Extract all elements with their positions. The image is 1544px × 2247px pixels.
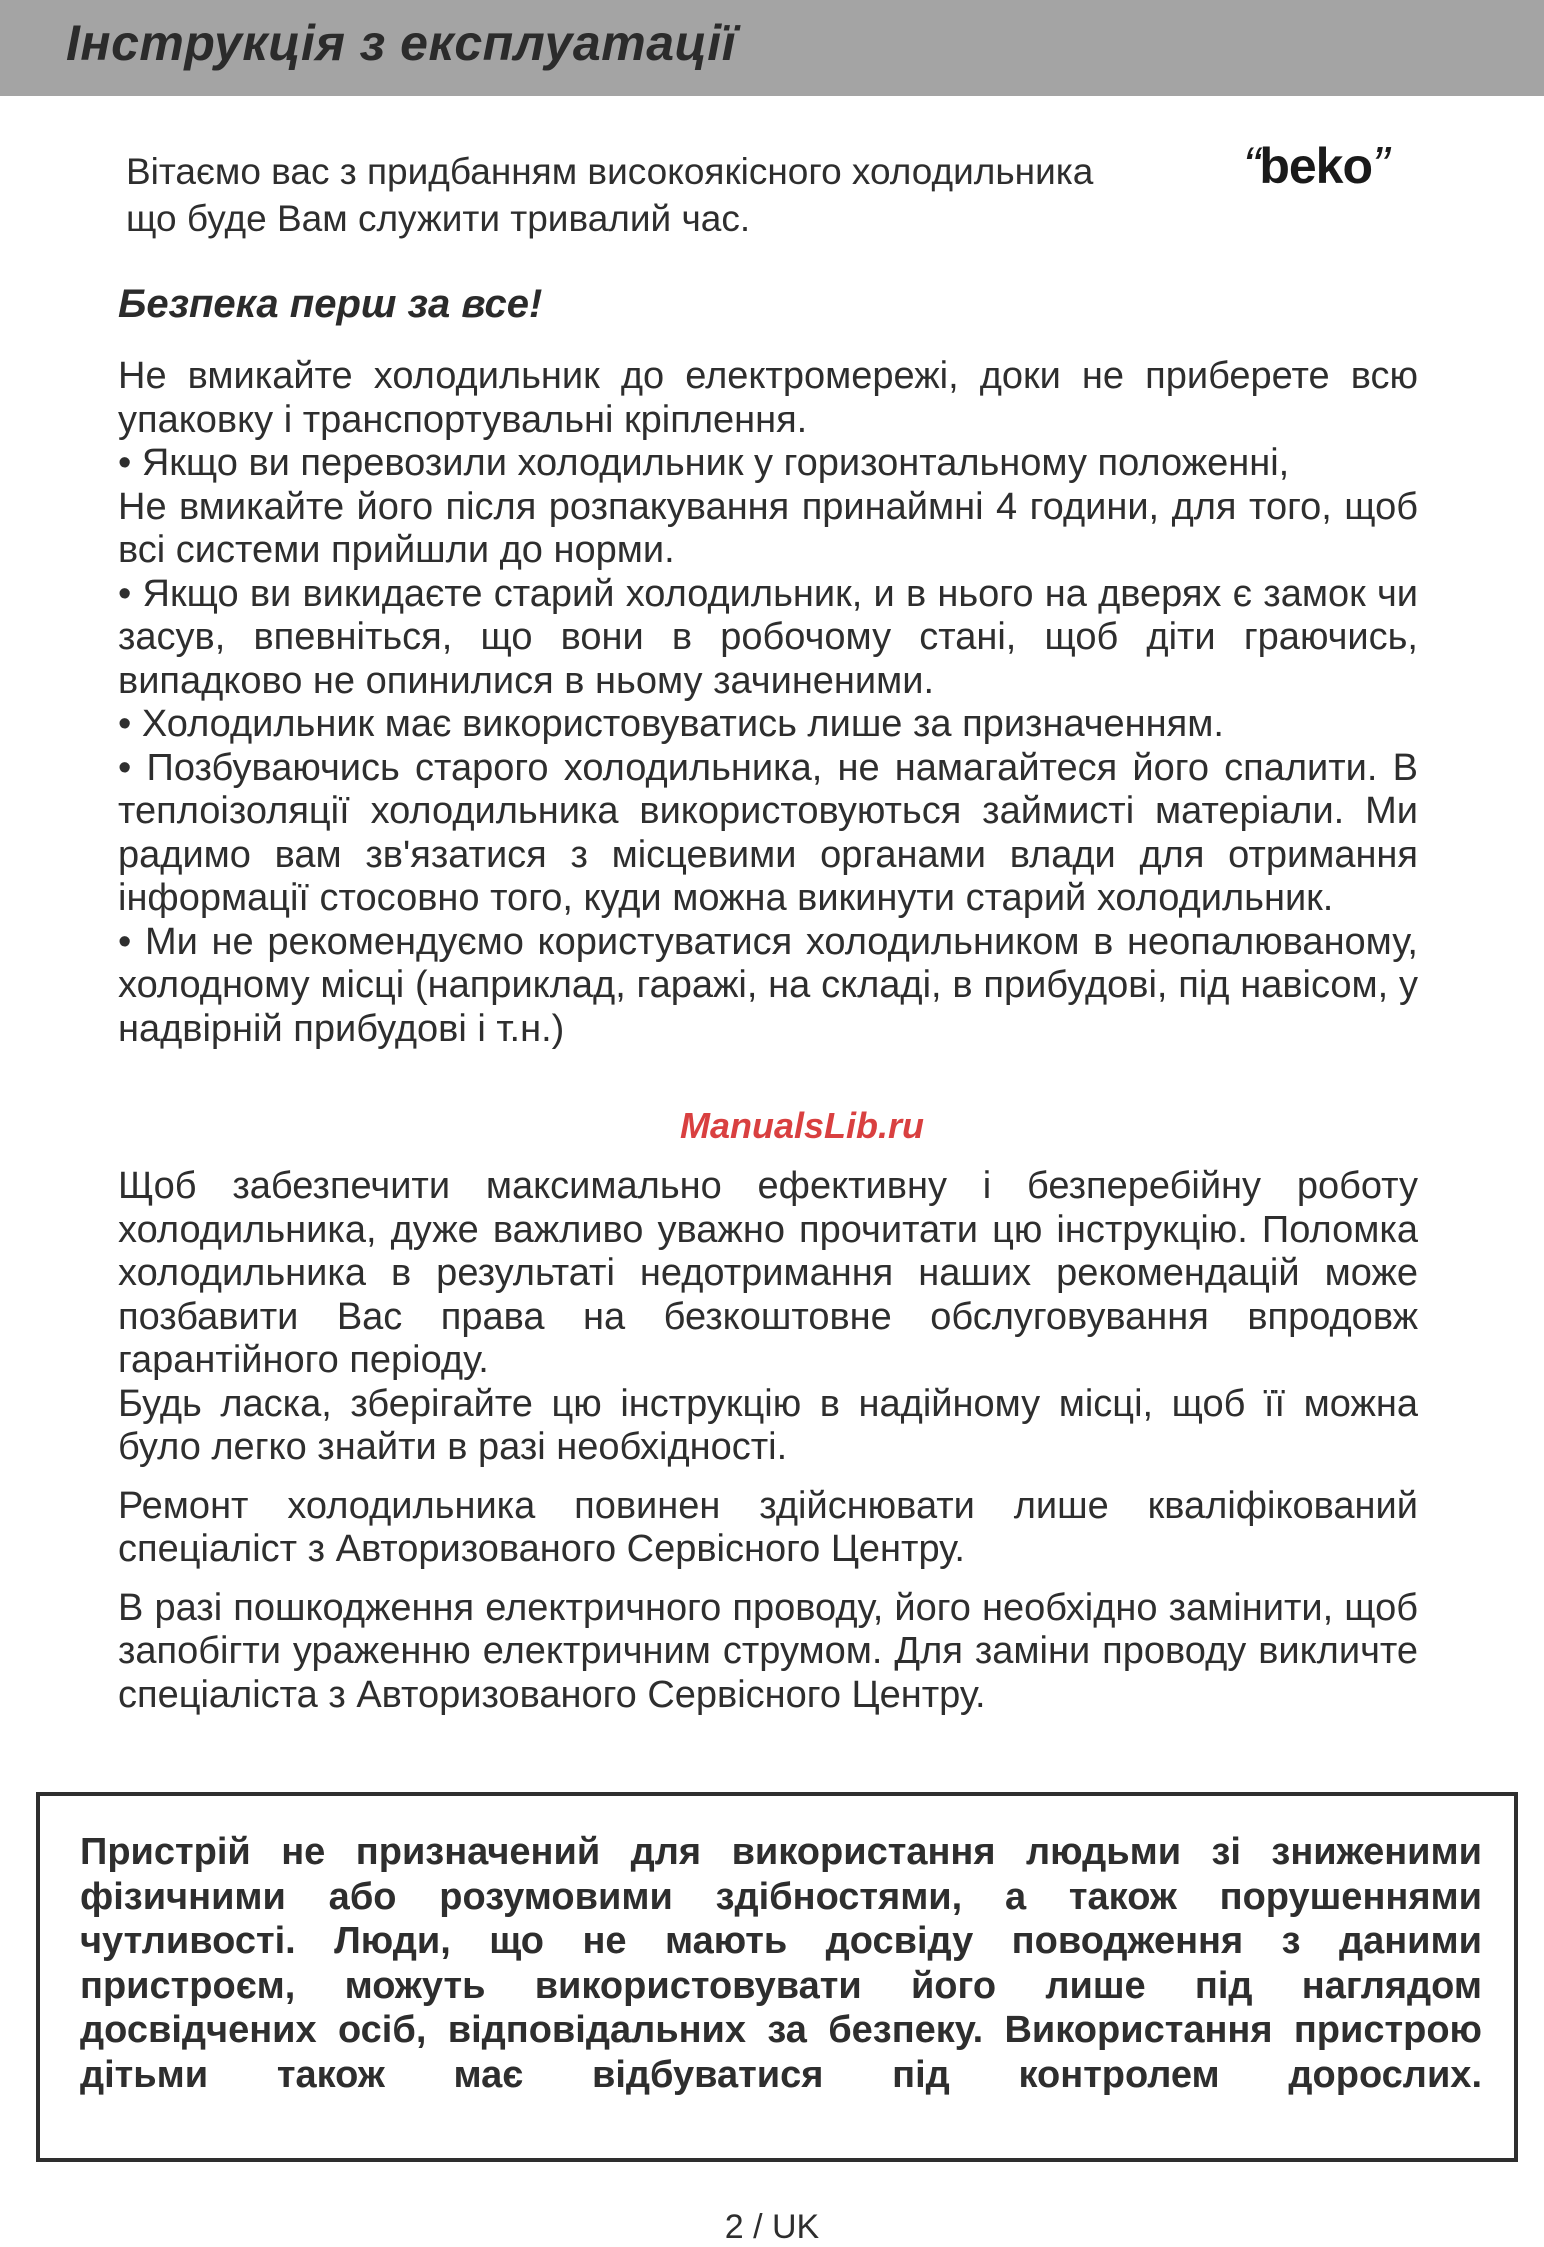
maintenance-section <box>118 1165 1418 1717</box>
maintenance-paragraph: Щоб забезпечити максимально ефективну і безперебійну роботу холодильника, дуже важливо уважно прочитати цю інструкцію. Поломка холодильника в результаті недотримання наших рекомендацій може позбавити Вас права на безкоштовне обслуговування впродовж гарантійного періоду. <box>118 1165 1418 1381</box>
safety-bullet: • Якщо ви викидаєте старий холодильник, и в нього на дверях є замок чи засув, впевніться, що вони в робочому стані, щоб діти граючись, випадково не опинилися в ньому зачиненими. <box>118 572 1418 702</box>
intro-line-2: що буде Вам служити тривалий час. <box>126 198 751 239</box>
safety-bullet: • Ми не рекомендуємо користуватися холодильником в неопалюваному, холодному місці (наприклад, гаражі, на складі, в прибудові, під навісом, у надвірній прибудові і т.н.) <box>118 920 1418 1050</box>
maintenance-paragraph: В разі пошкодження електричного проводу, його необхідно замінити, щоб запобігти ураженню електричним струмом. Для заміни проводу викличте спеціаліста з Авторизованого Сервісного Центру. <box>118 1586 1418 1716</box>
safety-bullet: • Якщо ви перевозили холодильник у горизонтальному положенні, <box>118 442 1290 484</box>
maintenance-paragraph: Будь ласка, зберігайте цю інструкцію в надійному місці, щоб її можна було легко знайти в разі необхідності. <box>118 1382 1418 1468</box>
safety-bullet: • Холодильник має використовуватись лише за призначенням. <box>118 703 1224 745</box>
logo-quote-close: ” <box>1372 137 1389 195</box>
watermark: ManualsLib.ru <box>680 1105 925 1146</box>
page-title: Інструкція з експлуатації <box>66 15 737 71</box>
header-bar <box>0 0 1544 96</box>
safety-paragraph: Не вмикайте його після розпакування принаймні 4 години, для того, щоб всі системи прийшли до норми. <box>118 485 1418 571</box>
safety-bullet: • Позбуваючись старого холодильника, не намагайтеся його спалити. В теплоізоляції холодильника використовуються займисті матеріали. Ми радимо вам зв'язатися з місцевими органами влади для отримання інформації стосовно того, куди можна викинути старий холодильник. <box>118 746 1418 919</box>
maintenance-paragraph: Ремонт холодильника повинен здійснювати лише кваліфікований спеціаліст з Авторизованого Сервісного Центру. <box>118 1484 1418 1570</box>
intro-text <box>126 148 1426 242</box>
notice-text: Пристрій не призначений для використання людьми зі зниженими фізичними або розумовими здібностями, а також порушеннями чутливості. Люди, що не мають досвіду поводження з даними пристроєм, можуть використовувати його лише під наглядом досвідчених осіб, відповідальних за безпеку. Використання пристрою дітьми також має відбуватися під контролем дорослих. <box>80 1831 1482 2096</box>
intro-line-1: Вітаємо вас з придбанням високоякісного холодильника <box>126 151 1094 192</box>
safety-paragraph: Не вмикайте холодильник до електромережі, доки не приберете всю упаковку і транспортувальні кріплення. <box>118 355 1418 441</box>
logo-quote-open: “ <box>1243 137 1260 195</box>
safety-heading: Безпека перш за все! <box>118 282 543 326</box>
logo-brand-name: beko <box>1259 138 1373 194</box>
beko-logo <box>1243 136 1388 196</box>
page-number: 2 / UK <box>724 2208 820 2246</box>
safety-section <box>118 355 1418 1051</box>
